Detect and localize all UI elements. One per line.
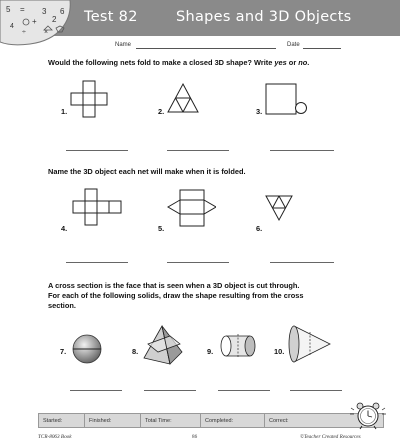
question-8-number: 8. (132, 347, 139, 356)
answer-10-line[interactable] (290, 390, 342, 391)
net-3-figure (262, 82, 308, 116)
section1-instruction: Would the following nets fold to make a closed 3D shape? Write yes or no. (48, 58, 310, 67)
badge-glyph: 4 (10, 23, 14, 30)
name-field[interactable] (136, 48, 276, 49)
finished-field[interactable]: Finished: (85, 414, 141, 427)
section3-line-3: section. (48, 301, 76, 310)
question-4-number: 4. (61, 224, 68, 233)
answer-7-line[interactable] (70, 390, 122, 391)
cylinder-figure (216, 328, 260, 364)
started-field[interactable]: Started: (39, 414, 85, 427)
sphere-figure (70, 332, 104, 366)
badge-glyph: + (32, 17, 37, 26)
badge-glyph: 3 (42, 7, 47, 16)
question-2-number: 2. (158, 107, 165, 116)
badge-glyph: 2 (52, 15, 57, 24)
badge-glyph: 5 (6, 5, 11, 14)
net-6-figure (264, 194, 294, 222)
page-title: Shapes and 3D Objects (176, 9, 352, 25)
cone-figure (286, 322, 334, 366)
alarm-clock-icon (350, 400, 386, 430)
name-label: Name (115, 42, 132, 48)
answer-1-line[interactable] (66, 150, 128, 151)
page-number: 86 (192, 434, 198, 440)
answer-6-line[interactable] (270, 262, 334, 263)
badge-glyph: = (20, 5, 25, 14)
answer-5-line[interactable] (167, 262, 229, 263)
date-label: Date (287, 42, 300, 48)
question-1-number: 1. (61, 107, 68, 116)
net-2-figure (166, 82, 200, 114)
section3-line-1: A cross section is the face that is seen when a 3D object is cut through. (48, 281, 300, 290)
math-symbols-badge (0, 0, 76, 46)
question-5-number: 5. (158, 224, 165, 233)
correct-field[interactable]: Correct: (269, 418, 289, 424)
net-1-figure (66, 80, 120, 120)
badge-glyph: × (44, 29, 49, 36)
answer-4-line[interactable] (66, 262, 128, 263)
answer-9-line[interactable] (218, 390, 270, 391)
completed-field[interactable]: Completed: (201, 414, 265, 427)
question-10-number: 10. (274, 347, 285, 356)
date-field[interactable] (303, 48, 341, 49)
question-9-number: 9. (207, 347, 214, 356)
section3-line-2: For each of the following solids, draw the shape resulting from the cross (48, 291, 304, 300)
badge-glyph: ÷ (22, 29, 26, 36)
section2-instruction: Name the 3D object each net will make when it is folded. (48, 167, 246, 176)
section3-instruction (48, 281, 378, 311)
question-6-number: 6. (256, 224, 263, 233)
test-number: Test 82 (84, 9, 138, 25)
badge-glyph: 6 (60, 7, 65, 16)
book-code: TCR-8063 Book (38, 434, 72, 440)
pyramid-figure (140, 322, 186, 368)
question-7-number: 7. (60, 347, 67, 356)
question-3-number: 3. (256, 107, 263, 116)
net-5-figure (164, 188, 216, 232)
answer-8-line[interactable] (144, 390, 196, 391)
progress-footer (38, 413, 384, 428)
publisher-credit: ©Teacher Created Resources (300, 434, 361, 440)
net-4-figure (66, 188, 128, 228)
total-time-field[interactable]: Total Time: (141, 414, 201, 427)
answer-3-line[interactable] (270, 150, 334, 151)
answer-2-line[interactable] (167, 150, 229, 151)
